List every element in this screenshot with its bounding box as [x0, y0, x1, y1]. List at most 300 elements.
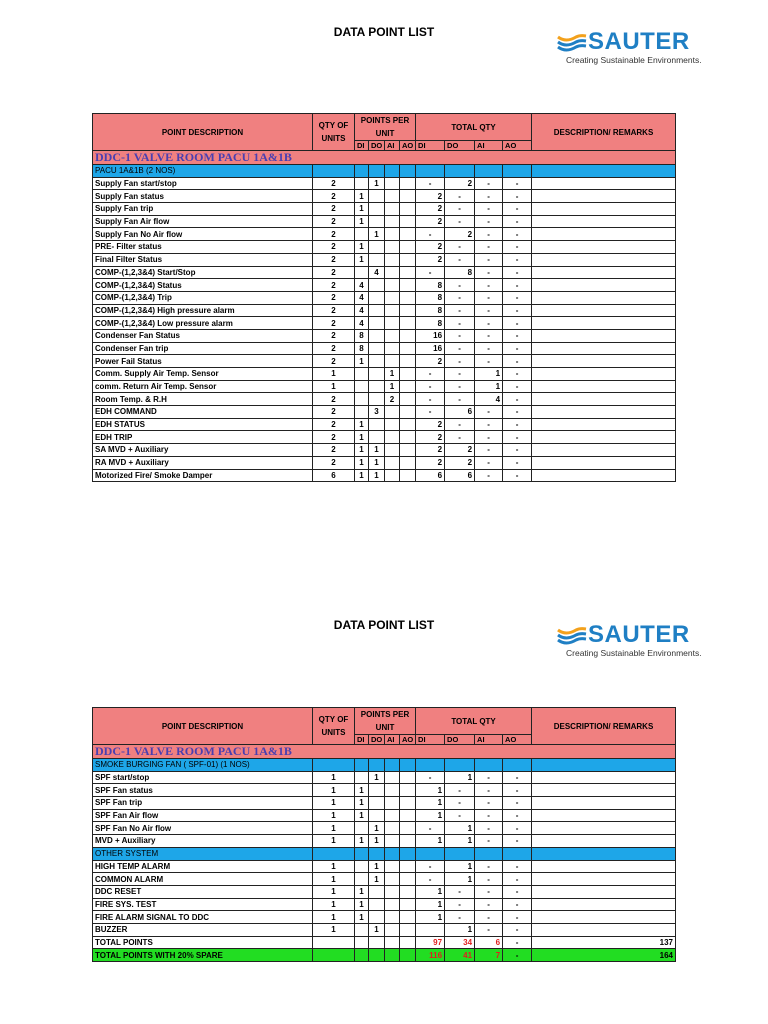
total-ao-cell: -: [503, 797, 532, 810]
point-description-cell: Comm. Supply Air Temp. Sensor: [93, 368, 313, 381]
remarks-cell: [532, 241, 676, 254]
total-ai-cell: -: [475, 215, 503, 228]
total-do-cell: 1: [445, 873, 475, 886]
total-do-cell: 1: [445, 923, 475, 936]
table-row: [93, 809, 676, 822]
table-row: [93, 291, 676, 304]
point-description-cell: Supply Fan Air flow: [93, 215, 313, 228]
point-description-cell: COMP-(1,2,3&4) Low pressure alarm: [93, 317, 313, 330]
total-do-cell: -: [445, 317, 475, 330]
unit-do-cell: 4: [369, 266, 385, 279]
total-ai-cell: -: [475, 771, 503, 784]
total-ao-cell: -: [503, 809, 532, 822]
remarks-cell: [532, 406, 676, 419]
total-do-cell: -: [445, 241, 475, 254]
unit-ai-cell: [385, 266, 400, 279]
unit-di-cell: [355, 771, 369, 784]
total-ai-cell: -: [475, 797, 503, 810]
unit-do-cell: [369, 809, 385, 822]
table-row: [93, 431, 676, 444]
remarks-cell: [532, 215, 676, 228]
unit-ao-cell: [400, 304, 416, 317]
unit-di-cell: [355, 936, 369, 949]
remarks-cell: [532, 885, 676, 898]
total-ai-cell: -: [475, 406, 503, 419]
unit-ai-cell: [385, 885, 400, 898]
unit-do-cell: [369, 949, 385, 962]
group-empty-cell: [503, 165, 532, 178]
remarks-cell: [532, 177, 676, 190]
page-title: DATA POINT LIST: [333, 25, 435, 39]
total-di-cell: 1: [416, 784, 445, 797]
unit-ao-cell: [400, 936, 416, 949]
unit-ai-cell: [385, 203, 400, 216]
unit-do-cell: [369, 797, 385, 810]
total-ai-cell: -: [475, 456, 503, 469]
data-point-table: [92, 707, 676, 962]
table-row: [93, 190, 676, 203]
unit-do-cell: 1: [369, 822, 385, 835]
total-do-cell: -: [445, 885, 475, 898]
total-ao-cell: -: [503, 936, 532, 949]
unit-di-cell: 1: [355, 809, 369, 822]
unit-ai-cell: [385, 911, 400, 924]
total-ao-cell: -: [503, 253, 532, 266]
total-ao-cell: -: [503, 228, 532, 241]
table-row: [93, 241, 676, 254]
total-ai-cell: -: [475, 203, 503, 216]
table-row: [93, 368, 676, 381]
unit-di-cell: 1: [355, 898, 369, 911]
table-row: [93, 380, 676, 393]
qty-cell: 1: [313, 923, 355, 936]
unit-ao-cell: [400, 317, 416, 330]
unit-di-cell: 1: [355, 835, 369, 848]
group-empty-cell: [532, 165, 676, 178]
unit-ai-cell: [385, 456, 400, 469]
total-di-cell: 97: [416, 936, 445, 949]
total-ai-cell: -: [475, 784, 503, 797]
remarks-cell: [532, 809, 676, 822]
total-di-cell: -: [416, 771, 445, 784]
unit-di-cell: [355, 228, 369, 241]
remarks-cell: [532, 418, 676, 431]
header-sub-ao: AO: [503, 735, 532, 745]
total-ai-cell: 6: [475, 936, 503, 949]
total-ao-cell: -: [503, 177, 532, 190]
section-title: DDC-1 VALVE ROOM PACU 1A&1B: [93, 745, 676, 759]
group-empty-cell: [445, 847, 475, 860]
total-ao-cell: -: [503, 329, 532, 342]
qty-cell: 2: [313, 444, 355, 457]
table-row: [93, 911, 676, 924]
total-do-cell: -: [445, 418, 475, 431]
total-do-cell: 2: [445, 228, 475, 241]
unit-ai-cell: [385, 469, 400, 482]
table-row: [93, 898, 676, 911]
unit-di-cell: 1: [355, 355, 369, 368]
total-ai-cell: -: [475, 860, 503, 873]
unit-ao-cell: [400, 835, 416, 848]
group-header-row: [93, 759, 676, 772]
total-ao-cell: -: [503, 393, 532, 406]
unit-ai-cell: [385, 406, 400, 419]
total-di-cell: 1: [416, 911, 445, 924]
unit-do-cell: [369, 431, 385, 444]
unit-ai-cell: [385, 355, 400, 368]
total-di-cell: 2: [416, 444, 445, 457]
remarks-cell: [532, 835, 676, 848]
sauter-logo: [556, 30, 716, 65]
unit-ai-cell: [385, 860, 400, 873]
table-row: [93, 822, 676, 835]
unit-di-cell: 1: [355, 885, 369, 898]
unit-do-cell: [369, 342, 385, 355]
unit-ao-cell: [400, 444, 416, 457]
unit-ao-cell: [400, 342, 416, 355]
unit-ai-cell: [385, 190, 400, 203]
sauter-waves-icon: [556, 31, 588, 53]
table-row: [93, 784, 676, 797]
total-ai-cell: -: [475, 911, 503, 924]
group-empty-cell: [369, 759, 385, 772]
total-ao-cell: -: [503, 822, 532, 835]
table-row: [93, 203, 676, 216]
total-do-cell: -: [445, 342, 475, 355]
unit-ao-cell: [400, 406, 416, 419]
table-row: [93, 342, 676, 355]
header-remarks: DESCRIPTION/ REMARKS: [532, 708, 676, 745]
point-description-cell: EDH COMMAND: [93, 406, 313, 419]
total-di-cell: 2: [416, 456, 445, 469]
point-description-cell: Supply Fan start/stop: [93, 177, 313, 190]
qty-cell: 2: [313, 431, 355, 444]
group-empty-cell: [400, 165, 416, 178]
header-qty-of-units: QTY OF UNITS: [313, 708, 355, 745]
total-di-cell: 8: [416, 304, 445, 317]
unit-ai-cell: [385, 873, 400, 886]
total-di-cell: 1: [416, 809, 445, 822]
header-sub-ai: AI: [385, 141, 400, 151]
section-title-row: [93, 745, 676, 759]
remarks-cell: [532, 190, 676, 203]
unit-di-cell: [355, 406, 369, 419]
qty-cell: 2: [313, 228, 355, 241]
unit-ai-cell: [385, 342, 400, 355]
unit-ai-cell: [385, 329, 400, 342]
header-remarks: DESCRIPTION/ REMARKS: [532, 114, 676, 151]
unit-do-cell: [369, 241, 385, 254]
point-description-cell: BUZZER: [93, 923, 313, 936]
group-empty-cell: [416, 847, 445, 860]
total-di-cell: -: [416, 873, 445, 886]
logo-tagline: Creating Sustainable Environments.: [566, 55, 702, 65]
header-total-qty: TOTAL QTY: [416, 708, 532, 735]
point-description-cell: COMP-(1,2,3&4) Trip: [93, 291, 313, 304]
header-total-qty: TOTAL QTY: [416, 114, 532, 141]
total-ao-cell: -: [503, 355, 532, 368]
unit-ai-cell: 2: [385, 393, 400, 406]
group-empty-cell: [369, 847, 385, 860]
total-di-cell: 2: [416, 203, 445, 216]
header-sub-ao: AO: [400, 141, 416, 151]
total-ai-cell: -: [475, 923, 503, 936]
unit-ao-cell: [400, 291, 416, 304]
header-points-per-unit: POINTS PER UNIT: [355, 114, 416, 141]
total-do-cell: -: [445, 380, 475, 393]
point-description-cell: Condenser Fan trip: [93, 342, 313, 355]
point-description-cell: DDC RESET: [93, 885, 313, 898]
remarks-cell: [532, 771, 676, 784]
unit-do-cell: 1: [369, 177, 385, 190]
unit-ao-cell: [400, 329, 416, 342]
unit-di-cell: 1: [355, 215, 369, 228]
total-points-row: [93, 936, 676, 949]
unit-di-cell: [355, 949, 369, 962]
total-ai-cell: -: [475, 177, 503, 190]
unit-do-cell: [369, 329, 385, 342]
point-description-cell: TOTAL POINTS WITH 20% SPARE: [93, 949, 313, 962]
section-title-row: [93, 151, 676, 165]
qty-cell: 2: [313, 203, 355, 216]
total-di-cell: 1: [416, 885, 445, 898]
group-empty-cell: [313, 847, 355, 860]
unit-ao-cell: [400, 228, 416, 241]
total-ai-cell: -: [475, 835, 503, 848]
unit-ao-cell: [400, 368, 416, 381]
remarks-cell: [532, 923, 676, 936]
total-ao-cell: -: [503, 406, 532, 419]
logo-wordmark: SAUTER: [588, 621, 690, 648]
unit-do-cell: 1: [369, 469, 385, 482]
total-ai-cell: -: [475, 190, 503, 203]
point-description-cell: EDH TRIP: [93, 431, 313, 444]
qty-cell: 1: [313, 809, 355, 822]
unit-di-cell: 1: [355, 190, 369, 203]
total-do-cell: -: [445, 329, 475, 342]
unit-ao-cell: [400, 431, 416, 444]
header-point-description: POINT DESCRIPTION: [93, 708, 313, 745]
unit-ai-cell: [385, 291, 400, 304]
total-ao-cell: -: [503, 368, 532, 381]
point-description-cell: SPF Fan trip: [93, 797, 313, 810]
unit-ai-cell: [385, 177, 400, 190]
unit-do-cell: [369, 304, 385, 317]
group-empty-cell: [503, 759, 532, 772]
total-ai-cell: 7: [475, 949, 503, 962]
qty-cell: 2: [313, 418, 355, 431]
qty-cell: 2: [313, 355, 355, 368]
unit-di-cell: [355, 177, 369, 190]
qty-cell: 2: [313, 317, 355, 330]
unit-ai-cell: [385, 418, 400, 431]
total-di-cell: -: [416, 266, 445, 279]
point-description-cell: SPF Fan status: [93, 784, 313, 797]
page-title: DATA POINT LIST: [333, 618, 435, 632]
total-di-cell: 8: [416, 317, 445, 330]
qty-cell: 1: [313, 898, 355, 911]
unit-ai-cell: [385, 898, 400, 911]
total-di-cell: -: [416, 380, 445, 393]
point-description-cell: SPF start/stop: [93, 771, 313, 784]
point-description-cell: SPF Fan Air flow: [93, 809, 313, 822]
total-do-cell: 1: [445, 822, 475, 835]
group-empty-cell: [355, 759, 369, 772]
table-row: [93, 444, 676, 457]
total-do-cell: 1: [445, 860, 475, 873]
total-ai-cell: -: [475, 317, 503, 330]
total-do-cell: 8: [445, 266, 475, 279]
point-description-cell: COMP-(1,2,3&4) Start/Stop: [93, 266, 313, 279]
unit-ai-cell: 1: [385, 368, 400, 381]
header-sub-do: DO: [445, 141, 475, 151]
unit-ao-cell: [400, 469, 416, 482]
table-row: [93, 177, 676, 190]
remarks-cell: [532, 911, 676, 924]
qty-cell: 2: [313, 304, 355, 317]
total-ao-cell: -: [503, 784, 532, 797]
total-ai-cell: -: [475, 228, 503, 241]
qty-cell: 2: [313, 279, 355, 292]
group-empty-cell: [503, 847, 532, 860]
total-do-cell: -: [445, 393, 475, 406]
total-do-cell: 6: [445, 469, 475, 482]
total-ao-cell: -: [503, 203, 532, 216]
total-ai-cell: 4: [475, 393, 503, 406]
remarks-cell: [532, 873, 676, 886]
unit-di-cell: [355, 368, 369, 381]
qty-cell: 2: [313, 456, 355, 469]
unit-di-cell: [355, 380, 369, 393]
group-empty-cell: [475, 759, 503, 772]
point-description-cell: Room Temp. & R.H: [93, 393, 313, 406]
total-do-cell: -: [445, 279, 475, 292]
remarks-cell: [532, 279, 676, 292]
group-label: OTHER SYSTEM: [93, 847, 313, 860]
total-di-cell: -: [416, 393, 445, 406]
unit-ai-cell: [385, 809, 400, 822]
header-sub-di: DI: [355, 141, 369, 151]
group-empty-cell: [416, 165, 445, 178]
total-ao-cell: -: [503, 873, 532, 886]
total-ao-cell: -: [503, 266, 532, 279]
total-do-cell: 6: [445, 406, 475, 419]
header-qty-of-units: QTY OF UNITS: [313, 114, 355, 151]
unit-ai-cell: [385, 304, 400, 317]
group-empty-cell: [532, 759, 676, 772]
total-ai-cell: -: [475, 822, 503, 835]
point-description-cell: COMP-(1,2,3&4) High pressure alarm: [93, 304, 313, 317]
table-row: [93, 860, 676, 873]
total-do-cell: -: [445, 190, 475, 203]
total-di-cell: 1: [416, 835, 445, 848]
unit-ai-cell: [385, 228, 400, 241]
total-do-cell: -: [445, 431, 475, 444]
group-empty-cell: [385, 847, 400, 860]
unit-do-cell: [369, 885, 385, 898]
table-row: [93, 771, 676, 784]
unit-do-cell: [369, 291, 385, 304]
remarks-cell: [532, 822, 676, 835]
total-do-cell: 1: [445, 771, 475, 784]
qty-cell: 1: [313, 911, 355, 924]
total-di-cell: 2: [416, 241, 445, 254]
table-row: [93, 835, 676, 848]
header-sub-di: DI: [355, 735, 369, 745]
total-di-cell: 2: [416, 215, 445, 228]
total-ao-cell: -: [503, 469, 532, 482]
header-point-description: POINT DESCRIPTION: [93, 114, 313, 151]
total-di-cell: 16: [416, 329, 445, 342]
unit-di-cell: [355, 873, 369, 886]
qty-cell: [313, 949, 355, 962]
table-row: [93, 885, 676, 898]
total-di-cell: 8: [416, 279, 445, 292]
unit-ao-cell: [400, 797, 416, 810]
unit-di-cell: 1: [355, 797, 369, 810]
unit-ao-cell: [400, 923, 416, 936]
group-empty-cell: [313, 165, 355, 178]
qty-cell: 1: [313, 822, 355, 835]
total-ao-cell: -: [503, 885, 532, 898]
total-ai-cell: -: [475, 885, 503, 898]
total-do-cell: -: [445, 911, 475, 924]
header-sub-ao: AO: [400, 735, 416, 745]
header-sub-di: DI: [416, 735, 445, 745]
group-empty-cell: [416, 759, 445, 772]
total-ao-cell: -: [503, 860, 532, 873]
total-do-cell: 41: [445, 949, 475, 962]
unit-do-cell: [369, 317, 385, 330]
group-empty-cell: [475, 165, 503, 178]
point-description-cell: Condenser Fan Status: [93, 329, 313, 342]
unit-do-cell: [369, 898, 385, 911]
total-ao-cell: -: [503, 241, 532, 254]
unit-do-cell: 1: [369, 228, 385, 241]
total-ao-cell: -: [503, 291, 532, 304]
table-row: [93, 215, 676, 228]
total-do-cell: 1: [445, 835, 475, 848]
total-di-cell: 1: [416, 898, 445, 911]
remarks-cell: [532, 860, 676, 873]
remarks-cell: [532, 253, 676, 266]
total-do-cell: -: [445, 797, 475, 810]
header-sub-ai: AI: [475, 735, 503, 745]
qty-cell: 2: [313, 241, 355, 254]
total-ai-cell: -: [475, 253, 503, 266]
total-ao-cell: -: [503, 444, 532, 457]
total-di-cell: 8: [416, 291, 445, 304]
total-do-cell: -: [445, 291, 475, 304]
total-ai-cell: -: [475, 291, 503, 304]
unit-do-cell: [369, 784, 385, 797]
unit-ai-cell: [385, 771, 400, 784]
unit-ao-cell: [400, 266, 416, 279]
point-description-cell: COMMON ALARM: [93, 873, 313, 886]
total-di-cell: -: [416, 822, 445, 835]
remarks-cell: [532, 291, 676, 304]
qty-cell: 2: [313, 291, 355, 304]
total-do-cell: -: [445, 368, 475, 381]
unit-ao-cell: [400, 456, 416, 469]
unit-di-cell: 1: [355, 784, 369, 797]
total-do-cell: -: [445, 304, 475, 317]
header-sub-do: DO: [369, 735, 385, 745]
point-description-cell: comm. Return Air Temp. Sensor: [93, 380, 313, 393]
total-ai-cell: -: [475, 469, 503, 482]
unit-do-cell: 1: [369, 835, 385, 848]
header-sub-ao: AO: [503, 141, 532, 151]
